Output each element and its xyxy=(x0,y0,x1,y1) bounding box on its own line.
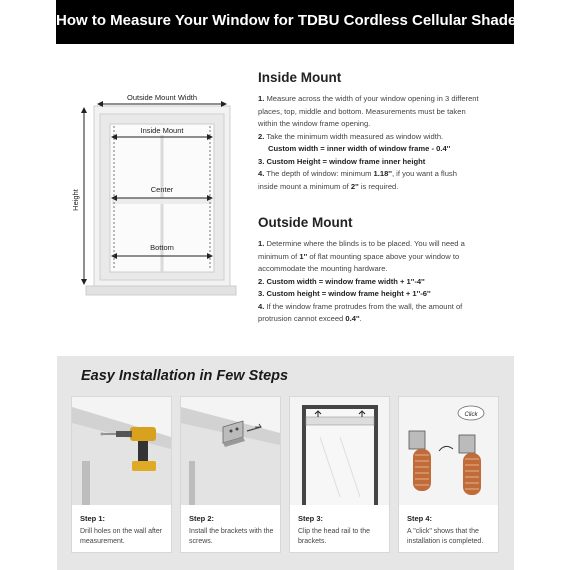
inside-mount-line-text: inside mount a minimum of xyxy=(258,181,351,191)
inside-mount-line-text: within the window frame opening. xyxy=(258,119,371,128)
outside-mount-line-text: If the window frame protrudes from the wall, the amount of xyxy=(264,301,463,311)
step-card-2 xyxy=(180,396,281,553)
outside-mount-line-text: accommodate the mounting hardware. xyxy=(258,264,388,273)
step-1-desc: Drill holes on the wall after measurement. xyxy=(80,528,163,545)
inside-mount-line xyxy=(258,182,398,193)
inside-mount-step-number: 1. xyxy=(258,94,265,103)
outside-mount-line-text: Determine where the blinds is to be placed. You will need a xyxy=(264,239,465,248)
outside-mount-step-number: 3. xyxy=(258,289,265,298)
installation-section xyxy=(57,356,514,570)
inside-mount-line-text: Take the minimum width measured as window width. xyxy=(264,131,444,141)
inside-mount-line-text: The depth of window: minimum xyxy=(264,169,374,178)
outside-mount-title: Outside Mount xyxy=(258,215,353,230)
outside-mount-step-number: 2. xyxy=(258,276,265,286)
outside-mount-line-text: protrusion cannot exceed xyxy=(258,314,346,323)
outside-mount-line-text-cont: . xyxy=(359,314,362,323)
click-illustration xyxy=(399,397,498,505)
outside-mount-line-text: minimum of xyxy=(258,251,300,261)
outside-mount-line-text-cont: of flat mounting space above your window to xyxy=(307,251,460,261)
outside-mount-line xyxy=(258,302,462,313)
outside-mount-width-label: Outside Mount Width xyxy=(126,93,198,102)
step-4-desc: A "click" shows that the installation is completed. xyxy=(407,528,484,545)
outside-mount-line xyxy=(258,252,459,263)
inside-mount-line-text: Custom Height = window frame inner height xyxy=(264,156,426,166)
step-2-title: Step 2: xyxy=(189,514,215,523)
inside-mount-line-text-cont: , if you want a flush xyxy=(391,169,457,178)
outside-mount-line-text: Custom width = window frame width + 1''-4'' xyxy=(264,276,425,286)
outside-mount-measure-value: 1'' xyxy=(299,251,308,261)
headrail-illustration xyxy=(290,397,389,505)
step-1-title: Step 1: xyxy=(80,514,106,523)
center-label: Center xyxy=(150,185,174,194)
outside-mount-line xyxy=(258,239,465,250)
step-card-1 xyxy=(71,396,172,553)
inside-mount-line xyxy=(258,132,443,143)
step-2-desc: Install the brackets with the screws. xyxy=(189,528,274,545)
bottom-label: Bottom xyxy=(150,243,174,252)
step-3-desc: Clip the head rail to the brackets. xyxy=(298,528,370,545)
inside-mount-line-text: Custom width = inner width of window frame - 0.4'' xyxy=(268,144,451,153)
height-label: Height xyxy=(71,189,80,211)
inside-mount-step-number: 4. xyxy=(258,169,265,178)
window-measure-diagram xyxy=(60,80,250,330)
inside-mount-line-text-cont: is required. xyxy=(358,181,399,191)
drill-illustration xyxy=(72,397,171,505)
outside-mount-line xyxy=(258,314,362,325)
outside-mount-step-number: 1. xyxy=(258,239,265,248)
installation-title: Easy Installation in Few Steps xyxy=(81,368,289,384)
outside-mount-measure-value: 0.4'' xyxy=(345,314,360,323)
inside-mount-line xyxy=(258,107,466,118)
header-banner xyxy=(56,0,525,44)
step-card-3 xyxy=(289,396,390,553)
outside-mount-line xyxy=(258,289,431,300)
inside-mount-measure-value: 1.18'' xyxy=(373,169,392,178)
page-title: How to Measure Your Window for TDBU Cordless Cellular Shades xyxy=(56,12,525,29)
inside-mount-step-number: 3. xyxy=(258,156,265,166)
inside-mount-label: Inside Mount xyxy=(140,126,184,135)
inside-mount-measure-value: 2'' xyxy=(350,181,359,191)
inside-mount-step-number: 2. xyxy=(258,131,265,141)
step-card-4 xyxy=(398,396,499,553)
inside-mount-line xyxy=(258,94,479,105)
inside-mount-line-text: places, top, middle and bottom. Measurements must be taken xyxy=(258,106,466,116)
click-bubble-label: Click xyxy=(464,412,478,418)
inside-mount-line xyxy=(258,119,370,130)
step-3-title: Step 3: xyxy=(298,514,324,523)
outside-mount-step-number: 4. xyxy=(258,301,265,311)
inside-mount-line xyxy=(268,144,450,155)
inside-mount-line xyxy=(258,169,457,180)
outside-mount-line xyxy=(258,264,388,275)
outside-mount-line xyxy=(258,277,425,288)
inside-mount-line xyxy=(258,157,425,168)
outside-mount-line-text: Custom height = window frame height + 1''-6'' xyxy=(264,289,431,298)
inside-mount-title: Inside Mount xyxy=(258,70,342,85)
bracket-illustration xyxy=(181,397,280,505)
step-4-title: Step 4: xyxy=(407,514,433,523)
inside-mount-line-text: Measure across the width of your window opening in 3 different xyxy=(264,94,479,103)
